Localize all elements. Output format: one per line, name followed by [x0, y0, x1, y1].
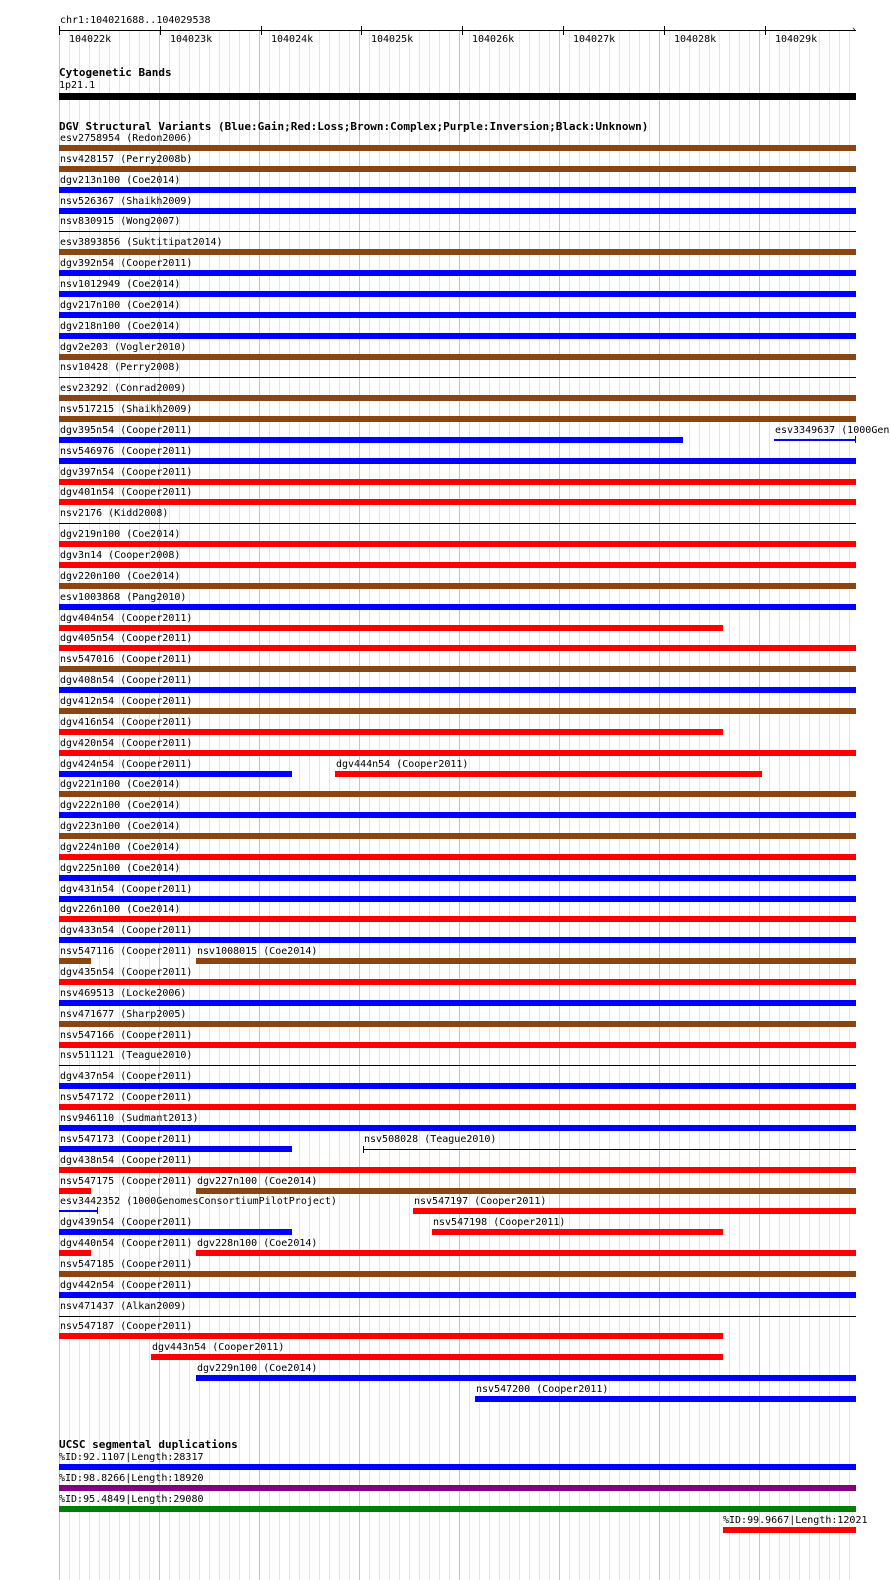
feature-bar[interactable]: [59, 1167, 856, 1173]
feature-bar[interactable]: [59, 479, 856, 485]
feature-label: nsv547166 (Cooper2011): [60, 1030, 193, 1041]
feature-label: dgv218n100 (Coe2014): [60, 321, 181, 332]
feature-label: dgv439n54 (Cooper2011): [60, 1217, 193, 1228]
feature-bar[interactable]: [59, 333, 856, 339]
segdup-label: %ID:98.8266|Length:18920: [59, 1473, 204, 1484]
ruler-tick: [462, 26, 463, 35]
ruler-arrow-icon: ›: [851, 25, 857, 35]
feature-label: dgv440n54 (Cooper2011): [60, 1238, 193, 1249]
feature-bar[interactable]: [59, 231, 856, 232]
ruler-tick-label: 104024k: [271, 34, 314, 45]
feature-bar[interactable]: [59, 1271, 856, 1277]
feature-label: dgv219n100 (Coe2014): [60, 529, 181, 540]
feature-bar[interactable]: [59, 437, 683, 443]
feature-bar[interactable]: [59, 1146, 292, 1152]
feature-bar[interactable]: [59, 1333, 723, 1339]
feature-label: nsv2176 (Kidd2008): [60, 508, 169, 519]
feature-bar[interactable]: [59, 395, 856, 401]
feature-bar[interactable]: [59, 354, 856, 360]
dgv-title: DGV Structural Variants (Blue:Gain;Red:Loss;Brown:Complex;Purple:Inversion;Black:Unknown): [59, 120, 649, 133]
feature-label: dgv408n54 (Cooper2011): [60, 675, 193, 686]
feature-bar[interactable]: [59, 1021, 856, 1027]
cyto-title: Cytogenetic Bands: [59, 66, 172, 79]
feature-label: dgv412n54 (Cooper2011): [60, 696, 193, 707]
feature-bar[interactable]: [59, 1250, 91, 1256]
feature-bar[interactable]: [59, 666, 856, 672]
feature-label: dgv431n54 (Cooper2011): [60, 884, 193, 895]
feature-bar[interactable]: [59, 562, 856, 568]
feature-bar[interactable]: [432, 1229, 723, 1235]
feature-bar[interactable]: [59, 270, 856, 276]
feature-label: nsv547197 (Cooper2011): [414, 1196, 547, 1207]
feature-bar[interactable]: [59, 377, 856, 378]
feature-bar[interactable]: [413, 1208, 856, 1214]
feature-label: dgv229n100 (Coe2014): [197, 1363, 318, 1374]
feature-label: nsv517215 (Shaikh2009): [60, 404, 193, 415]
feature-label: dgv442n54 (Cooper2011): [60, 1280, 193, 1291]
feature-label: dgv228n100 (Coe2014): [197, 1238, 318, 1249]
feature-label: dgv220n100 (Coe2014): [60, 571, 181, 582]
feature-bar[interactable]: [59, 1000, 856, 1006]
feature-bar[interactable]: [363, 1149, 856, 1150]
feature-bar[interactable]: [59, 458, 856, 464]
feature-bar[interactable]: [59, 791, 856, 797]
feature-label: dgv443n54 (Cooper2011): [152, 1342, 285, 1353]
feature-bar[interactable]: [59, 291, 856, 297]
feature-label: nsv547200 (Cooper2011): [476, 1384, 609, 1395]
feature-endcap: [855, 436, 856, 443]
feature-label: dgv226n100 (Coe2014): [60, 904, 181, 915]
feature-label: dgv223n100 (Coe2014): [60, 821, 181, 832]
ruler-tick: [261, 26, 262, 35]
feature-label: dgv405n54 (Cooper2011): [60, 633, 193, 644]
feature-label: dgv222n100 (Coe2014): [60, 800, 181, 811]
feature-label: nsv547173 (Cooper2011): [60, 1134, 193, 1145]
ruler-tick: [563, 26, 564, 35]
feature-bar[interactable]: [59, 854, 856, 860]
feature-label: esv3442352 (1000GenomesConsortiumPilotProject): [60, 1196, 337, 1207]
feature-bar[interactable]: [59, 166, 856, 172]
segdup-bar[interactable]: [723, 1527, 856, 1533]
feature-bar[interactable]: [59, 1104, 856, 1110]
feature-bar[interactable]: [59, 187, 856, 193]
feature-label: esv3893856 (Suktitipat2014): [60, 237, 223, 248]
feature-bar[interactable]: [59, 583, 856, 589]
cyto-band[interactable]: [59, 93, 856, 100]
feature-bar[interactable]: [59, 523, 856, 524]
feature-label: nsv946110 (Sudmant2013): [60, 1113, 199, 1124]
ruler-tick-label: 104028k: [674, 34, 717, 45]
segdup-label: %ID:95.4849|Length:29080: [59, 1494, 204, 1505]
feature-label: nsv547172 (Cooper2011): [60, 1092, 193, 1103]
feature-label: dgv444n54 (Cooper2011): [336, 759, 469, 770]
feature-bar[interactable]: [59, 750, 856, 756]
feature-label: dgv217n100 (Coe2014): [60, 300, 181, 311]
feature-bar[interactable]: [335, 771, 762, 777]
feature-label: dgv2e203 (Vogler2010): [60, 342, 187, 353]
feature-label: dgv416n54 (Cooper2011): [60, 717, 193, 728]
feature-label: nsv547185 (Cooper2011): [60, 1259, 193, 1270]
feature-label: nsv511121 (Teague2010): [60, 1050, 193, 1061]
feature-label: dgv224n100 (Coe2014): [60, 842, 181, 853]
feature-label: dgv221n100 (Coe2014): [60, 779, 181, 790]
feature-label: dgv213n100 (Coe2014): [60, 175, 181, 186]
segdup-bar[interactable]: [59, 1464, 856, 1470]
feature-label: nsv10428 (Perry2008): [60, 362, 181, 373]
feature-bar[interactable]: [59, 771, 292, 777]
ruler-tick: [361, 26, 362, 35]
feature-label: nsv508028 (Teague2010): [364, 1134, 497, 1145]
segdup-label: %ID:99.9667|Length:12021: [723, 1515, 868, 1526]
feature-label: nsv547116 (Cooper2011): [60, 946, 193, 957]
feature-bar[interactable]: [59, 1292, 856, 1298]
feature-label: dgv395n54 (Cooper2011): [60, 425, 193, 436]
feature-label: dgv435n54 (Cooper2011): [60, 967, 193, 978]
ruler-tick-label: 104025k: [371, 34, 414, 45]
ruler-tick-label: 104022k: [69, 34, 112, 45]
feature-label: nsv830915 (Wong2007): [60, 216, 181, 227]
feature-label: dgv3n14 (Cooper2008): [60, 550, 181, 561]
feature-bar[interactable]: [59, 958, 91, 964]
feature-label: nsv547016 (Cooper2011): [60, 654, 193, 665]
feature-bar[interactable]: [475, 1396, 856, 1402]
feature-label: dgv401n54 (Cooper2011): [60, 487, 193, 498]
ruler-tick: [664, 26, 665, 35]
ruler-tick-label: 104026k: [472, 34, 515, 45]
feature-bar[interactable]: [59, 729, 723, 735]
location-label: chr1:104021688..104029538: [60, 15, 211, 26]
feature-label: dgv424n54 (Cooper2011): [60, 759, 193, 770]
feature-label: nsv547187 (Cooper2011): [60, 1321, 193, 1332]
feature-label: esv2758954 (Redon2006): [60, 133, 193, 144]
feature-bar[interactable]: [59, 708, 856, 714]
segdup-bar[interactable]: [59, 1485, 856, 1491]
feature-bar[interactable]: [59, 645, 856, 651]
feature-label: dgv404n54 (Cooper2011): [60, 613, 193, 624]
feature-bar[interactable]: [59, 416, 856, 422]
feature-label: dgv227n100 (Coe2014): [197, 1176, 318, 1187]
feature-label: nsv1012949 (Coe2014): [60, 279, 181, 290]
ruler-tick: [59, 26, 60, 35]
ruler-tick: [160, 26, 161, 35]
feature-label: esv23292 (Conrad2009): [60, 383, 187, 394]
feature-label: dgv420n54 (Cooper2011): [60, 738, 193, 749]
feature-bar[interactable]: [59, 1229, 292, 1235]
ruler-tick: [765, 26, 766, 35]
feature-label: nsv547175 (Cooper2011): [60, 1176, 193, 1187]
feature-bar[interactable]: [59, 1083, 856, 1089]
feature-label: dgv225n100 (Coe2014): [60, 863, 181, 874]
feature-label: dgv392n54 (Cooper2011): [60, 258, 193, 269]
feature-label: dgv433n54 (Cooper2011): [60, 925, 193, 936]
feature-label: nsv471677 (Sharp2005): [60, 1009, 187, 1020]
feature-bar[interactable]: [59, 916, 856, 922]
ruler-tick-label: 104027k: [573, 34, 616, 45]
feature-bar[interactable]: [196, 958, 856, 964]
segdup-title: UCSC segmental duplications: [59, 1438, 238, 1451]
feature-label: nsv526367 (Shaikh2009): [60, 196, 193, 207]
feature-endcap: [97, 1207, 98, 1214]
feature-label: nsv471437 (Alkan2009): [60, 1301, 187, 1312]
feature-label: nsv1008015 (Coe2014): [197, 946, 318, 957]
feature-bar[interactable]: [151, 1354, 723, 1360]
feature-bar[interactable]: [196, 1188, 856, 1194]
feature-bar[interactable]: [59, 312, 856, 318]
feature-bar[interactable]: [59, 541, 856, 547]
feature-bar[interactable]: [59, 145, 856, 151]
feature-bar[interactable]: [196, 1375, 856, 1381]
feature-endcap: [363, 1146, 364, 1153]
feature-bar[interactable]: [59, 875, 856, 881]
feature-bar[interactable]: [59, 208, 856, 214]
feature-bar[interactable]: [774, 439, 856, 441]
ruler-tick-label: 104029k: [775, 34, 818, 45]
feature-bar[interactable]: [59, 812, 856, 818]
feature-label: dgv397n54 (Cooper2011): [60, 467, 193, 478]
feature-bar[interactable]: [59, 979, 856, 985]
feature-bar[interactable]: [59, 499, 856, 505]
feature-bar[interactable]: [59, 833, 856, 839]
feature-bar[interactable]: [59, 687, 856, 693]
feature-label: nsv428157 (Perry2008b): [60, 154, 193, 165]
feature-bar[interactable]: [59, 937, 856, 943]
feature-bar[interactable]: [59, 896, 856, 902]
feature-bar[interactable]: [59, 604, 856, 610]
feature-bar[interactable]: [59, 1210, 98, 1212]
feature-label: nsv469513 (Locke2006): [60, 988, 187, 999]
feature-label: esv3349637 (1000Gen: [775, 425, 890, 436]
cyto-band-label: 1p21.1: [59, 80, 96, 91]
feature-bar[interactable]: [59, 1065, 856, 1066]
ruler-axis: [59, 30, 856, 31]
feature-label: dgv438n54 (Cooper2011): [60, 1155, 193, 1166]
segdup-label: %ID:92.1107|Length:28317: [59, 1452, 204, 1463]
feature-label: nsv546976 (Cooper2011): [60, 446, 193, 457]
feature-bar[interactable]: [59, 1042, 856, 1048]
feature-bar[interactable]: [196, 1250, 856, 1256]
feature-bar[interactable]: [59, 1316, 856, 1317]
feature-bar[interactable]: [59, 625, 723, 631]
feature-label: esv1003868 (Pang2010): [60, 592, 187, 603]
feature-label: dgv437n54 (Cooper2011): [60, 1071, 193, 1082]
feature-bar[interactable]: [59, 1125, 856, 1131]
feature-bar[interactable]: [59, 1188, 91, 1194]
ruler-tick-label: 104023k: [170, 34, 213, 45]
segdup-bar[interactable]: [59, 1506, 856, 1512]
feature-bar[interactable]: [59, 249, 856, 255]
feature-label: nsv547198 (Cooper2011): [433, 1217, 566, 1228]
